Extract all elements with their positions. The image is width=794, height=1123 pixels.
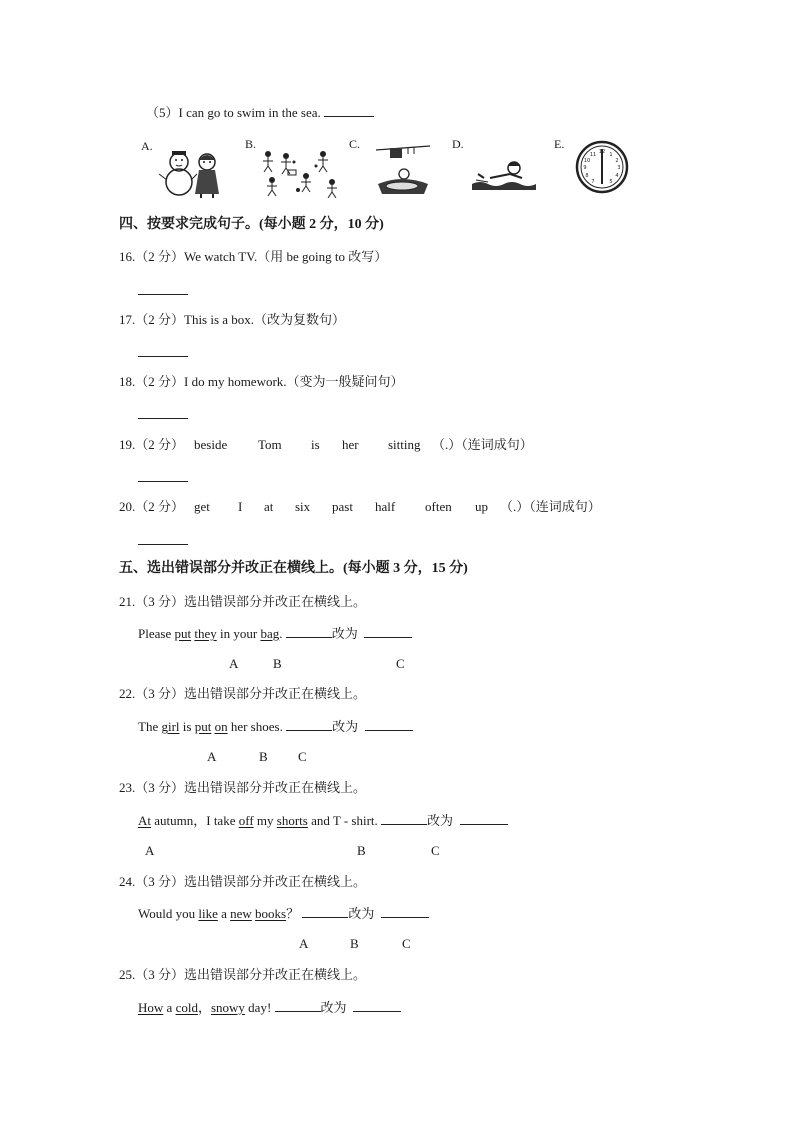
question-17: 17.（2 分）This is a box.（改为复数句） xyxy=(119,312,346,327)
answer-line-18[interactable] xyxy=(138,418,188,419)
answer-line-20[interactable] xyxy=(138,544,188,545)
question-5: （5）I can go to swim in the sea. xyxy=(146,104,374,121)
word-token: is xyxy=(311,437,320,452)
question-16: 16.（2 分）We watch TV.（用 be going to 改写） xyxy=(119,249,388,264)
svg-text:7: 7 xyxy=(591,179,595,185)
question-21-sentence: Please put they in your bag. 改为 xyxy=(138,625,412,642)
svg-text:10: 10 xyxy=(583,158,591,164)
word-token: often xyxy=(425,499,452,514)
svg-text:9: 9 xyxy=(583,165,587,171)
svg-text:11: 11 xyxy=(589,152,597,158)
choice-label: C xyxy=(298,749,307,764)
question-21: 21.（3 分）选出错误部分并改正在横线上。 xyxy=(119,594,367,609)
question-23: 23.（3 分）选出错误部分并改正在横线上。 xyxy=(119,780,367,795)
child-washing-picture xyxy=(372,144,432,196)
choice-label: A xyxy=(229,656,239,671)
answer-blank[interactable] xyxy=(381,812,427,825)
answer-line-17[interactable] xyxy=(138,356,188,357)
choice-label: C xyxy=(431,843,440,858)
snowman-picture xyxy=(155,150,230,198)
choice-label: A xyxy=(145,843,155,858)
answer-blank[interactable] xyxy=(365,718,413,731)
svg-text:3: 3 xyxy=(617,165,621,171)
answer-blank[interactable] xyxy=(275,999,321,1012)
word-token: get xyxy=(194,499,210,514)
answer-blank[interactable] xyxy=(353,999,401,1012)
word-token: at xyxy=(264,499,274,514)
answer-blank[interactable] xyxy=(381,905,429,918)
question-19-number: 19.（2 分） xyxy=(119,437,185,452)
choice-label: B xyxy=(350,936,359,951)
question-18: 18.（2 分）I do my homework.（变为一般疑问句） xyxy=(119,374,404,389)
question-24: 24.（3 分）选出错误部分并改正在横线上。 xyxy=(119,874,367,889)
answer-blank[interactable] xyxy=(324,104,374,117)
question-24-sentence: Would you like a new books？ 改为 xyxy=(138,905,429,922)
answer-blank[interactable] xyxy=(364,625,412,638)
children-playing-picture xyxy=(258,148,343,198)
answer-blank[interactable] xyxy=(286,718,332,731)
answer-blank[interactable] xyxy=(460,812,508,825)
option-a-label: A. xyxy=(141,139,153,153)
question-20-number: 20.（2 分） xyxy=(119,499,185,514)
question-22-sentence: The girl is put on her shoes. 改为 xyxy=(138,718,413,735)
answer-blank[interactable] xyxy=(302,905,348,918)
svg-text:4: 4 xyxy=(615,173,619,179)
word-token: （.）（连词成句） xyxy=(500,499,601,514)
choice-label: B xyxy=(357,843,366,858)
word-token: （.）（连词成句） xyxy=(432,437,533,452)
word-token: half xyxy=(375,499,396,514)
word-token: six xyxy=(295,499,311,514)
question-23-sentence: At autumn，I take off my shorts and T - shirt. 改为 xyxy=(138,812,508,829)
option-e-label: E. xyxy=(554,137,565,151)
question-25: 25.（3 分）选出错误部分并改正在横线上。 xyxy=(119,967,367,982)
section-5-header: 五、选出错误部分并改正在横线上。(每小题 3 分，15 分) xyxy=(119,561,468,576)
choice-label: B xyxy=(273,656,282,671)
clock-picture xyxy=(575,140,629,194)
svg-text:5: 5 xyxy=(609,179,613,185)
choice-label: A xyxy=(207,749,217,764)
svg-text:1: 1 xyxy=(609,152,613,158)
answer-blank[interactable] xyxy=(286,625,332,638)
option-c-label: C. xyxy=(349,137,361,151)
word-token: Tom xyxy=(258,437,282,452)
svg-text:8: 8 xyxy=(585,173,589,179)
section-4-header: 四、按要求完成句子。(每小题 2 分，10 分) xyxy=(119,217,384,232)
option-d-label: D. xyxy=(452,137,464,151)
word-token: beside xyxy=(194,437,228,452)
choice-label: C xyxy=(396,656,405,671)
option-b-label: B. xyxy=(245,137,257,151)
choice-label: C xyxy=(402,936,411,951)
swimmer-picture xyxy=(470,154,540,194)
svg-text:2: 2 xyxy=(615,158,619,164)
question-25-sentence: How a cold，snowy day! 改为 xyxy=(138,999,401,1016)
word-token: up xyxy=(475,499,488,514)
answer-line-16[interactable] xyxy=(138,294,188,295)
word-token: her xyxy=(342,437,359,452)
choice-label: A xyxy=(299,936,309,951)
word-token: past xyxy=(332,499,353,514)
word-token: sitting xyxy=(388,437,421,452)
answer-line-19[interactable] xyxy=(138,481,188,482)
choice-label: B xyxy=(259,749,268,764)
question-22: 22.（3 分）选出错误部分并改正在横线上。 xyxy=(119,686,367,701)
svg-text:12: 12 xyxy=(598,149,606,155)
word-token: I xyxy=(238,499,243,514)
